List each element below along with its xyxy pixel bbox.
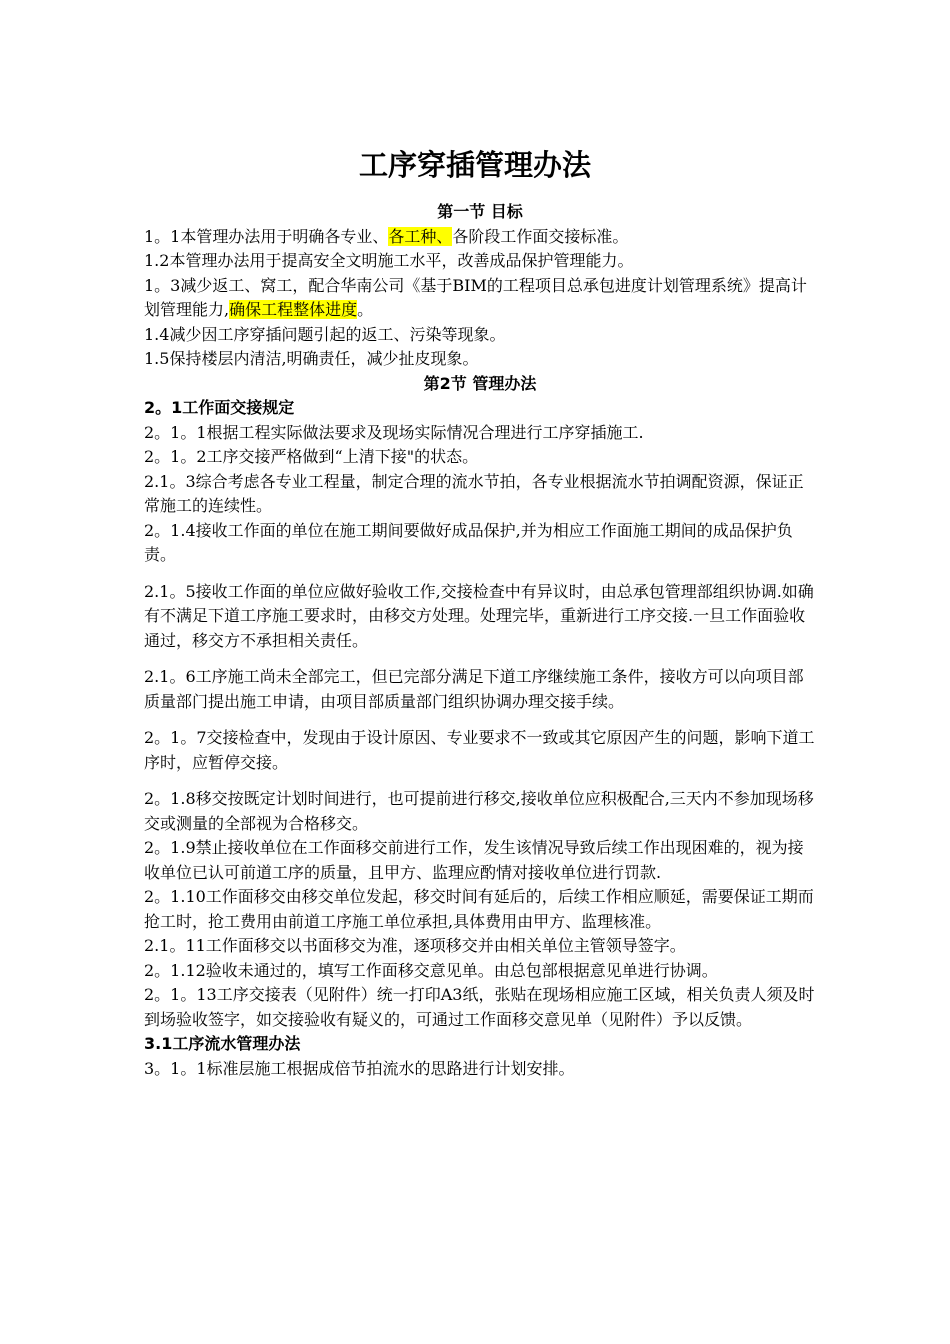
section-heading-methods: 第2节 管理办法	[423, 373, 537, 393]
paragraph-2-1-9: 2。1.9禁止接收单位在工作面移交前进行工作，发生该情况导致后续工作出现困难的，视为接收单位已认可前道工序的质量，且甲方、监理应酌情对接收单位进行罚款.	[144, 838, 804, 882]
paragraph-2-1-10: 2。1.10工作面移交由移交单位发起，移交时间有延后的，后续工作相应顺延，需要保证工期而抢工时，抢工费用由前道工序施工单位承担,具体费用由甲方、监理核准。	[144, 887, 814, 931]
paragraph-3-1-1: 3。1。1标准层施工根据成倍节拍流水的思路进行计划安排。	[144, 1058, 575, 1078]
paragraph-2-1-13: 2。1。13工序交接表（见附件）统一打印A3纸，张贴在现场相应施工区域，相关负责人须及时到场验收签字，如交接验收有疑义的，可通过工作面移交意见单（见附件）予以反馈。	[144, 985, 815, 1029]
paragraph-2-1-7: 2。1。7交接检查中，发现由于设计原因、专业要求不一致或其它原因产生的问题，影响下道工序时，应暂停交接。	[144, 728, 815, 772]
highlighted-text: 确保工程整体进度	[229, 300, 358, 319]
paragraph-2-1-1: 2。1。1根据工程实际做法要求及现场实际情况合理进行工序穿插施工.	[144, 422, 644, 442]
text-run: 1。3减少返工、窝工，配合华南公司《基于BIM的工程项目总承包进度计划管理系统》提高计划管理能力,	[144, 275, 807, 319]
text-run: 1。1本管理办法用于明确各专业、	[144, 226, 389, 246]
paragraph-2-1-6: 2.1。6工序施工尚未全部完工，但已完部分满足下道工序继续施工条件，接收方可以向项目部质量部门提出施工申请，由项目部质量部门组织协调办理交接手续。	[144, 667, 804, 711]
document-body	[144, 200, 816, 1081]
paragraph-2-1-4: 2。1.4接收工作面的单位在施工期间要做好成品保护,并为相应工作面施工期间的成品保护负责。	[144, 520, 793, 564]
paragraph-2-1-12: 2。1.12验收未通过的，填写工作面移交意见单。由总包部根据意见单进行协调。	[144, 960, 718, 980]
paragraph-2-1-2: 2。1。2工序交接严格做到“上清下接"的状态。	[144, 447, 479, 466]
paragraph-1-5: 1.5保持楼层内清洁,明确责任，减少扯皮现象。	[144, 349, 479, 368]
subheading-flow-management: 3.1工序流水管理办法	[144, 1034, 301, 1053]
paragraph-2-1-3: 2.1。3综合考虑各专业工程量，制定合理的流水节拍，各专业根据流水节拍调配资源，保证正常施工的连续性。	[144, 471, 804, 515]
paragraph-1-2: 1.2本管理办法用于提高安全文明施工水平，改善成品保护管理能力。	[144, 251, 634, 270]
text-run: 各阶段工作面交接标准。	[452, 226, 629, 246]
paragraph-1-1	[144, 225, 816, 250]
paragraph-2-1-11: 2.1。11工作面移交以书面移交为准，逐项移交并由相关单位主管领导签字。	[144, 936, 686, 955]
paragraph-2-1-5: 2.1。5接收工作面的单位应做好验收工作,交接检查中有异议时，由总承包管理部组织协调.如确有不满足下道工序施工要求时，由移交方处理。处理完毕，重新进行工序交接.一旦工作面验收通过，移交方不承担相关责任。	[144, 581, 814, 650]
text-run: 。	[357, 300, 374, 319]
subheading-handover-rules: 2。1工作面交接规定	[144, 398, 295, 417]
paragraph-1-4: 1.4减少因工序穿插问题引起的返工、污染等现象。	[144, 324, 506, 344]
document-title: 工序穿插管理办法	[358, 148, 591, 182]
section-heading-goals: 第一节 目标	[437, 202, 523, 221]
highlighted-text: 各工种、	[388, 226, 453, 246]
paragraph-2-1-8: 2。1.8移交按既定计划时间进行，也可提前进行移交,接收单位应积极配合,三天内不参加现场移交或测量的全部视为合格移交。	[144, 789, 814, 833]
paragraph-1-3	[144, 274, 816, 323]
